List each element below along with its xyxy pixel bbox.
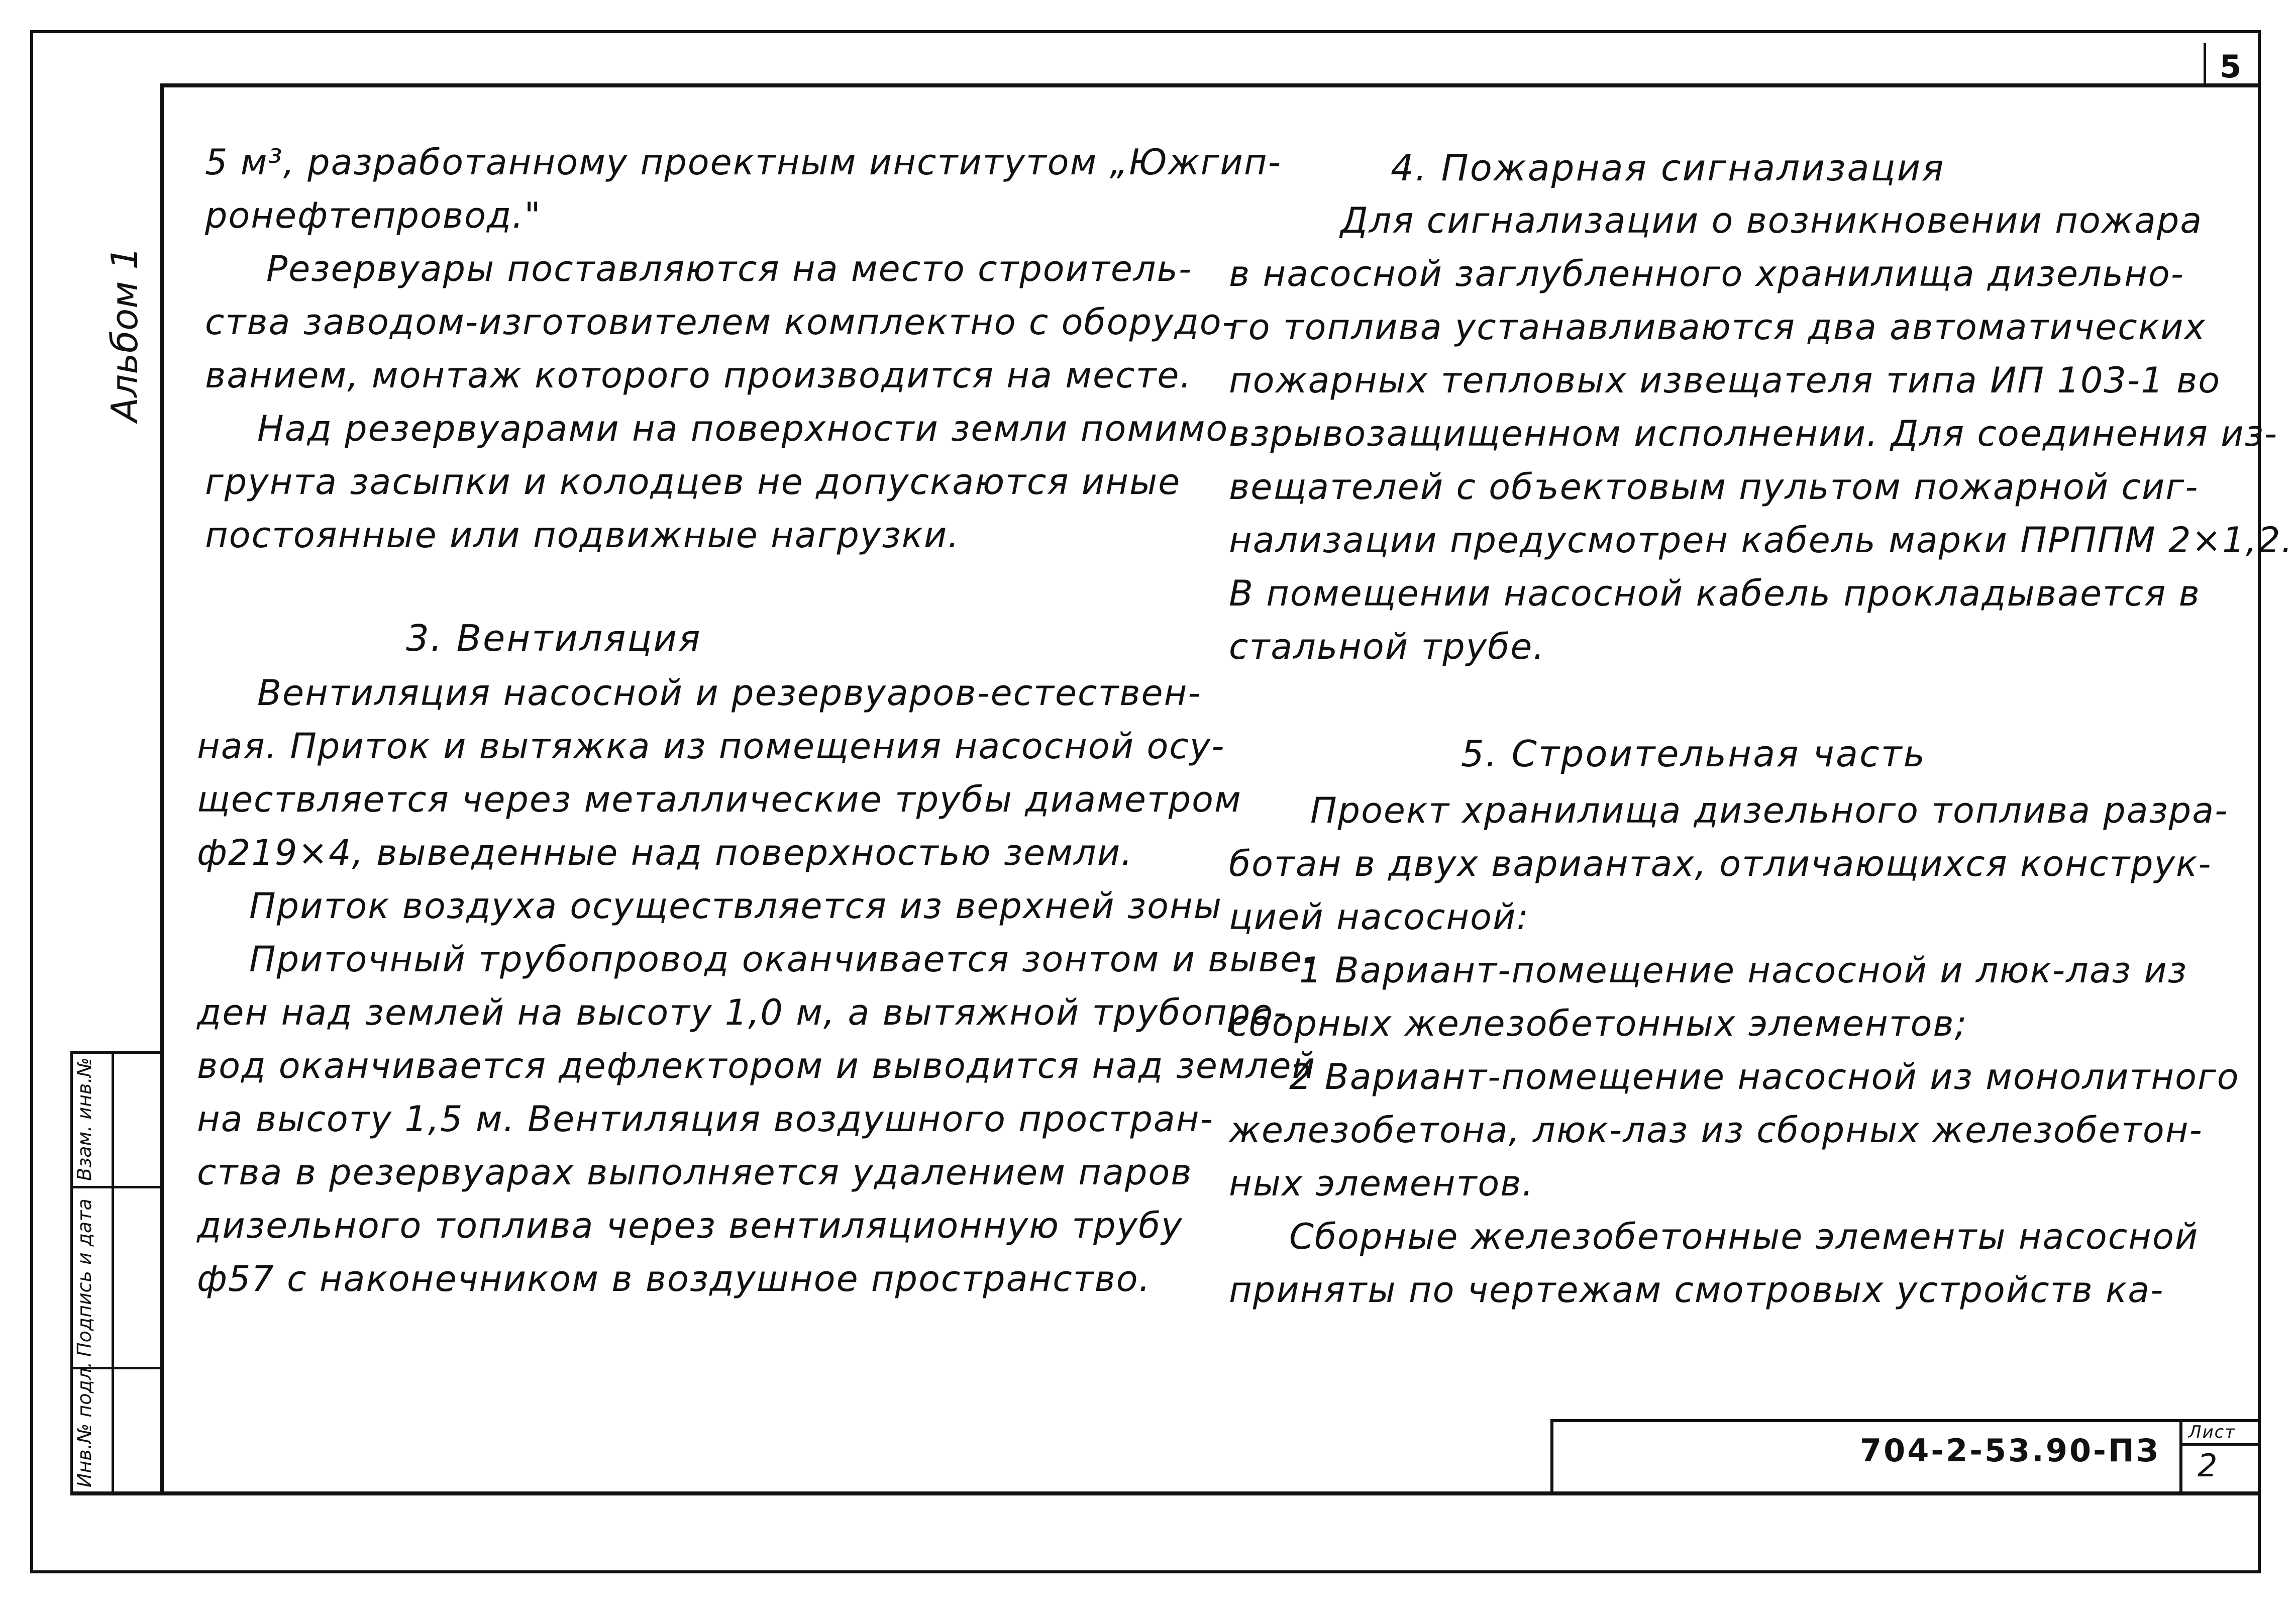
outer-frame-left [30,30,33,1573]
stamp-label-3: Взам. инв.№ [73,1057,95,1181]
left2-line-9: на высоту 1,5 м. Вентиляция воздушного простран- [197,1098,1214,1140]
sheet-label: Лист [2188,1422,2236,1442]
right-line-1: Для сигнализации о возникновении пожара [1340,200,2203,241]
left-line-8: постоянные или подвижные нагрузки. [205,515,960,556]
left2-line-12: ф57 с наконечником в воздушное пространство. [197,1258,1151,1299]
left-line-1: 5 м³, разработанному проектным институтом „Южгип- [205,142,1282,183]
right-line-4: пожарных тепловых извещателя типа ИП 103-1 во [1229,360,2221,401]
inner-frame-left [160,83,164,1494]
left2-line-10: ства в резервуарах выполняется удалением паров [197,1152,1193,1193]
left2-line-7: ден над землей на высоту 1,0 м, а вытяжной трубопро- [197,992,1288,1033]
title-block-left [1550,1419,1553,1494]
stamp-box-left [70,1051,73,1494]
right-line-6: вещателей с объектовым пультом пожарной сиг- [1229,466,2199,508]
album-label: Альбом 1 [103,246,146,422]
left-line-4: ства заводом-изготовителем комплектно с оборудо- [205,302,1236,343]
left-line-5: ванием, монтаж которого производится на месте. [205,355,1192,396]
inner-frame-top [160,83,2261,87]
left-line-7: грунта засыпки и колодцев не допускаются иные [205,461,1181,503]
outer-frame-right [2258,30,2261,1573]
stamp-label-1: Инв.№ подл. [73,1361,95,1487]
left2-line-8: вод оканчивается дефлектором и выводится над землей [197,1045,1316,1086]
sheet-number: 2 [2198,1447,2219,1484]
right-line-5: взрывозащищенном исполнении. Для соединения из- [1229,413,2278,454]
left2-line-11: дизельного топлива через вентиляционную трубу [197,1205,1183,1246]
left2-line-4: ф219×4, выведенные над поверхностью земли. [197,832,1133,873]
sheet-box-mid [2179,1443,2261,1446]
inner-frame-bottom [70,1491,2261,1495]
right2-line-7: железобетона, люк-лаз из сборных железобетон- [1229,1110,2203,1151]
stamp-box-divider [112,1051,114,1494]
right2-line-10: приняты по чертежам смотровых устройств ка- [1229,1269,2164,1311]
page-number: 5 [2220,48,2242,85]
heading-ventilation: 3. Вентиляция [406,617,702,659]
right-line-9: стальной трубе. [1229,626,1545,667]
title-block-top [1550,1419,2261,1422]
left2-line-2: ная. Приток и вытяжка из помещения насосной осу- [197,726,1225,767]
page-number-box-left [2204,43,2206,85]
stamp-box-top [70,1051,163,1054]
right-line-3: го топлива устанавливаются два автоматических [1229,307,2206,348]
left2-line-5: Приток воздуха осуществляется из верхней зоны [249,885,1223,927]
right2-line-3: цией насосной: [1229,896,1530,938]
right2-line-8: ных элементов. [1229,1163,1534,1204]
left2-line-3: ществляется через металлические трубы диаметром [197,779,1242,820]
left-line-6: Над резервуарами на поверхности земли помимо [257,408,1229,449]
outer-frame-bottom [30,1570,2261,1573]
right2-line-6: 2 Вариант-помещение насосной из монолитного [1289,1056,2240,1097]
right2-line-2: ботан в двух вариантах, отличающихся конструк- [1229,843,2212,884]
left2-line-1: Вентиляция насосной и резервуаров-естествен- [257,672,1202,714]
stamp-label-2: Подпись и дата [73,1198,95,1357]
sheet-box-left [2179,1419,2182,1494]
stamp-row-line-1 [70,1186,163,1188]
right2-line-9: Сборные железобетонные элементы насосной [1289,1216,2199,1257]
right2-line-5: сборных железобетонных элементов; [1229,1003,1968,1044]
right2-line-4: 1 Вариант-помещение насосной и люк-лаз из [1299,950,2187,991]
left-line-2: ронефтепровод." [205,195,542,236]
outer-frame-top [30,30,2261,33]
left2-line-6: Приточный трубопровод оканчивается зонтом и выве- [249,939,1317,980]
right-line-2: в насосной заглубленного хранилища дизельно- [1229,253,2184,294]
right2-line-1: Проект хранилища дизельного топлива разра- [1310,790,2229,831]
left-line-3: Резервуары поставляются на место строитель- [266,248,1193,289]
right-line-7: нализации предусмотрен кабель марки ПРППМ 2×1,2. [1229,520,2293,561]
document-code: 704-2-53.90-ПЗ [1860,1432,2160,1469]
heading-fire-alarm: 4. Пожарная сигнализация [1391,147,1945,189]
right-line-8: В помещении насосной кабель прокладывается в [1229,573,2201,614]
heading-construction: 5. Строительная часть [1461,733,1927,775]
